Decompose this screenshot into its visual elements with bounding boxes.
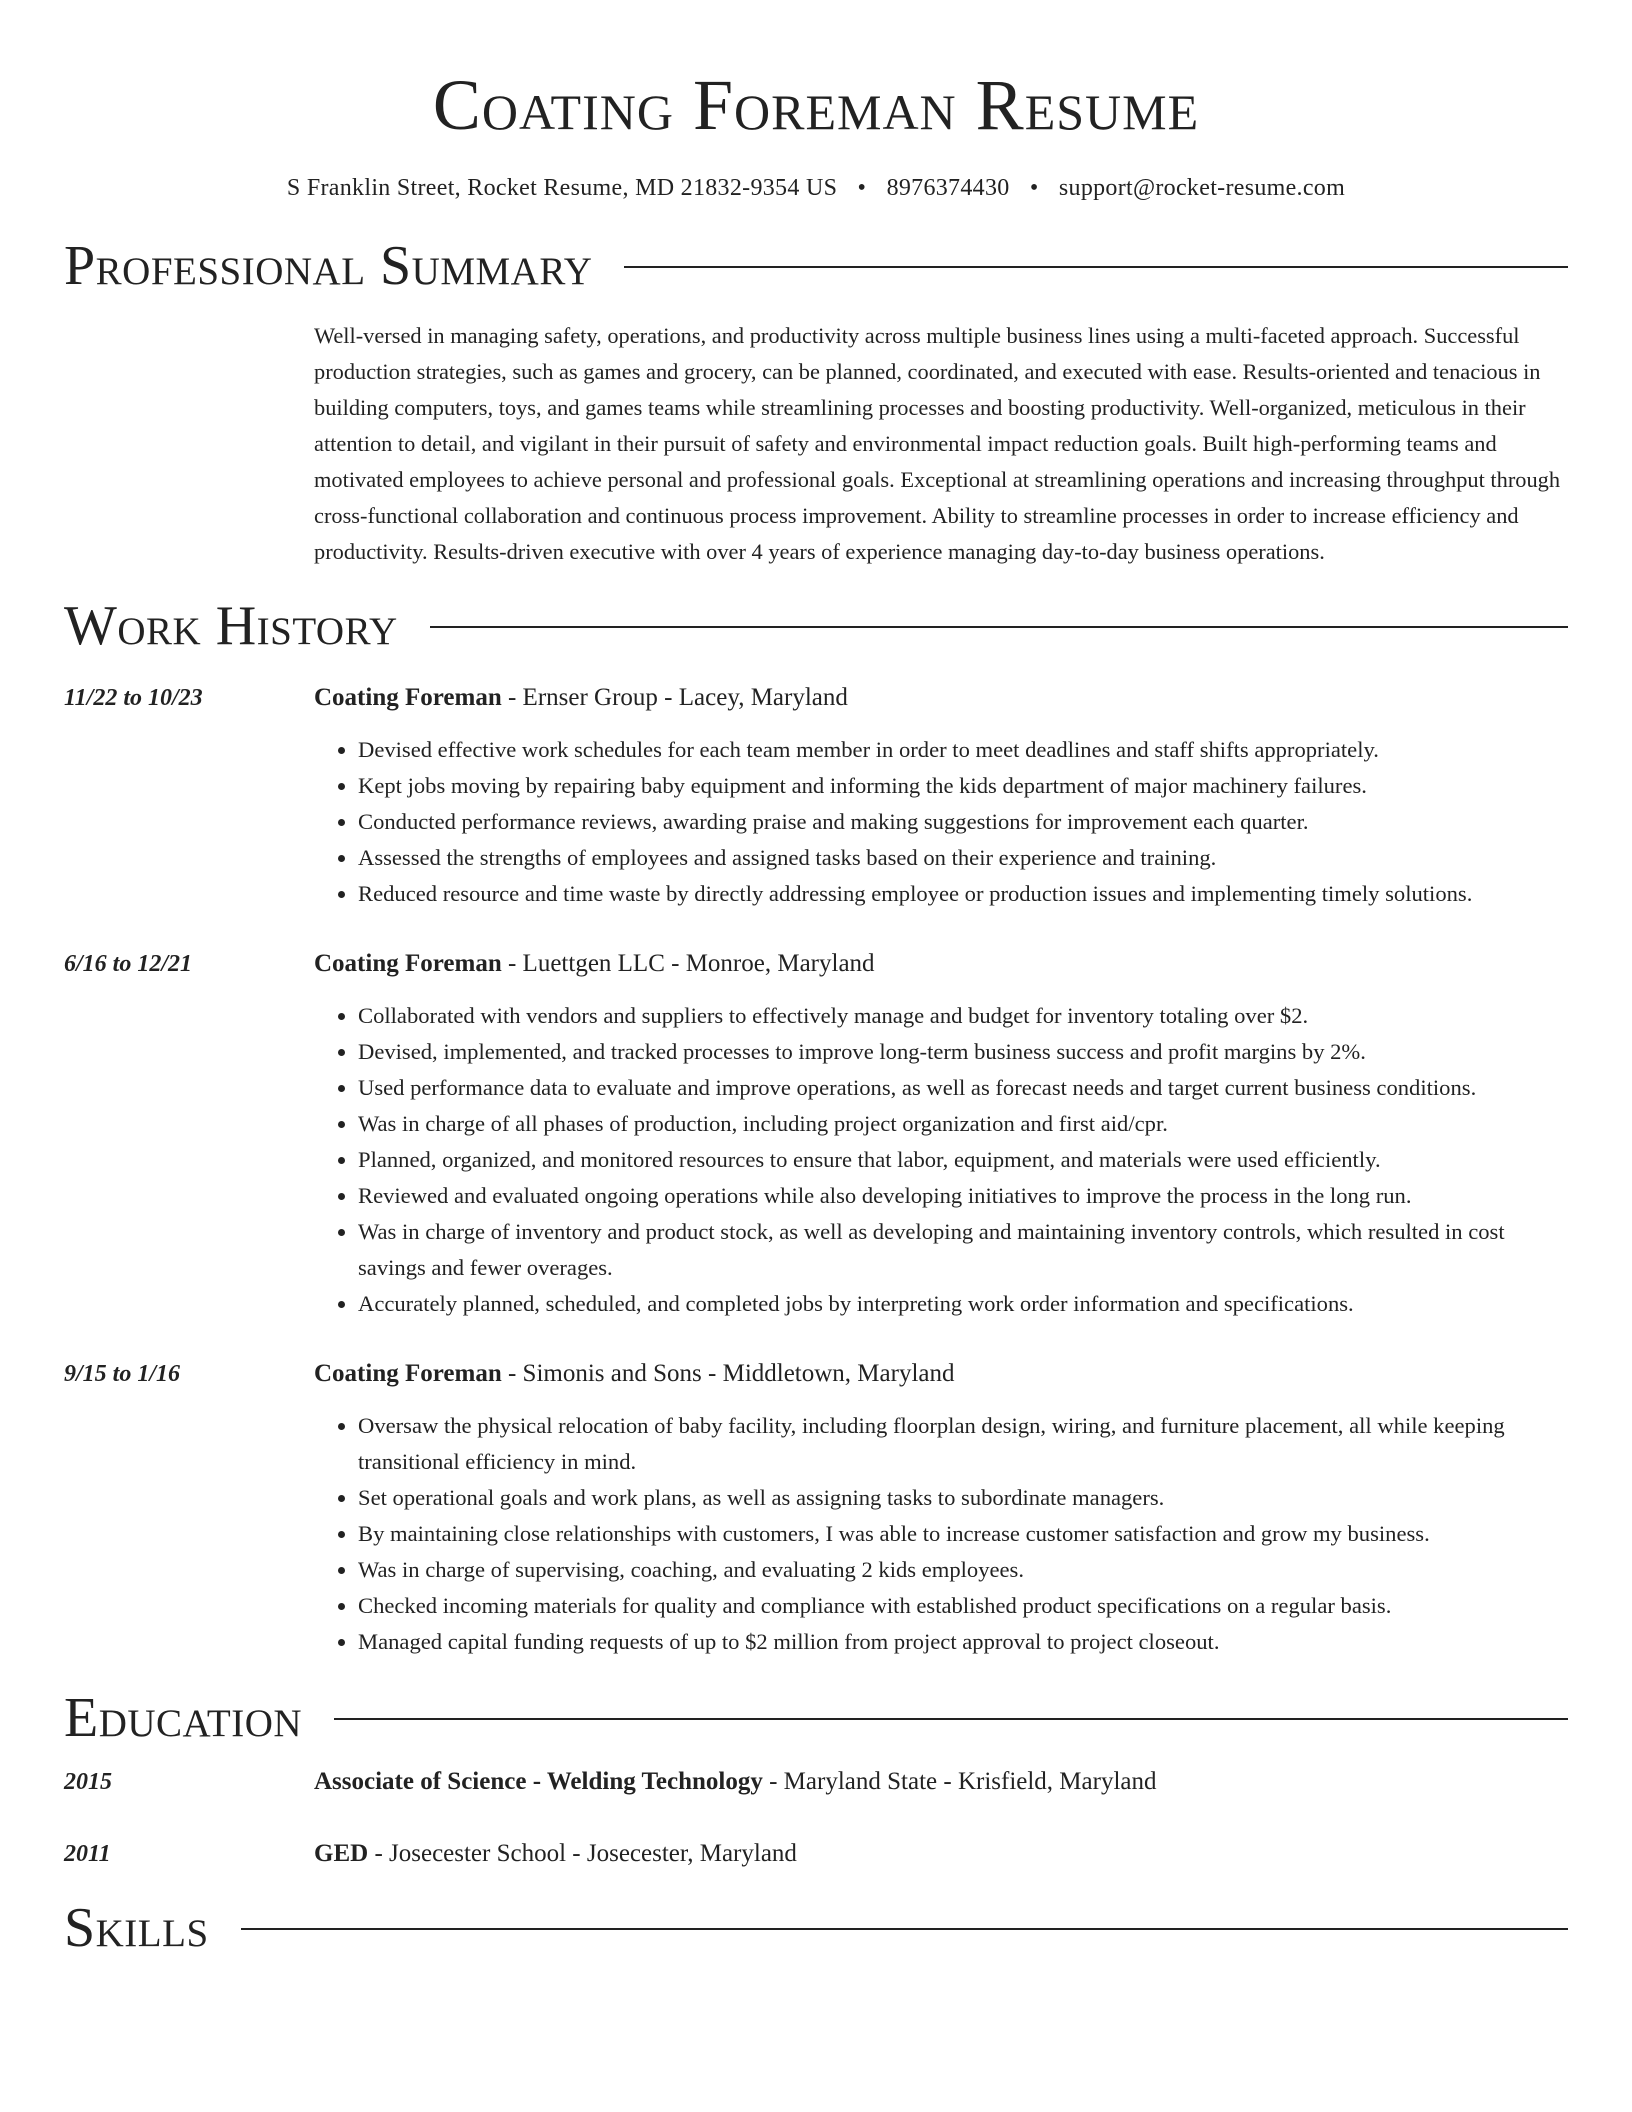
job-bullet: • Devised, implemented, and tracked processes to improve long-term business success and profit margins by 2%. xyxy=(358,1034,1568,1070)
education-headline xyxy=(314,1764,1568,1800)
job-title: Coating Foreman xyxy=(314,684,502,711)
job-entry xyxy=(64,1356,1568,1660)
skills-section-header xyxy=(64,1896,1568,1960)
job-bullet: • Checked incoming materials for quality and compliance with established product specifications on a regular basis. xyxy=(358,1588,1568,1624)
education-details: - Josecester School - Josecester, Maryland xyxy=(368,1840,797,1867)
job-bullets xyxy=(314,998,1568,1322)
job-bullet: • Assessed the strengths of employees and assigned tasks based on their experience and training. xyxy=(358,840,1568,876)
summary-section-header xyxy=(64,234,1568,298)
contact-email: support@rocket-resume.com xyxy=(1058,175,1346,201)
education-headline xyxy=(314,1836,1568,1872)
job-bullet: • Was in charge of supervising, coaching, and evaluating 2 kids employees. xyxy=(358,1552,1568,1588)
job-title: Coating Foreman xyxy=(314,950,502,977)
job-dates: 9/15 to 1/16 xyxy=(64,1361,181,1387)
job-body xyxy=(314,680,1568,912)
job-bullet: • Managed capital funding requests of up to $2 million from project approval to project closeout. xyxy=(358,1624,1568,1660)
education-degree: Associate of Science - Welding Technology xyxy=(314,1768,763,1795)
job-entry xyxy=(64,946,1568,1322)
education-details: - Maryland State - Krisfield, Maryland xyxy=(762,1768,1157,1795)
job-details: - Luettgen LLC - Monroe, Maryland xyxy=(501,950,875,977)
education-entry xyxy=(64,1836,1568,1872)
education-degree: GED xyxy=(314,1840,369,1867)
education-body xyxy=(314,1764,1568,1800)
section-divider xyxy=(241,1928,1568,1930)
resume-page xyxy=(64,0,1568,1960)
section-divider xyxy=(334,1718,1568,1720)
job-headline xyxy=(314,680,1568,716)
contact-address: S Franklin Street, Rocket Resume, MD 21832-9354 US xyxy=(286,175,838,201)
job-body xyxy=(314,1356,1568,1660)
job-dates: 11/22 to 10/23 xyxy=(64,685,203,711)
skills-heading: Skills xyxy=(64,1897,209,1959)
summary-text: Well-versed in managing safety, operations, and productivity across multiple business lines using a multi-faceted approach. Successful production strategies, such as games and grocery, can be planned, coordinated, and executed with ease. Results-oriented and tenacious in building computers, toys, and games teams while streamlining processes and boosting productivity. Well-organized, meticulous in their attention to detail, and vigilant in their pursuit of safety and environmental impact reduction goals. Built high-performing teams and motivated employees to achieve personal and professional goals. Exceptional at streamlining operations and increasing throughput through cross-functional collaboration and continuous process improvement. Ability to streamline processes in order to increase efficiency and productivity. Results-driven executive with over 4 years of experience managing day-to-day business operations. xyxy=(314,323,1561,564)
job-entry xyxy=(64,680,1568,912)
contact-line xyxy=(64,172,1568,204)
job-bullet: • By maintaining close relationships with customers, I was able to increase customer satisfaction and grow my business. xyxy=(358,1516,1568,1552)
job-bullets xyxy=(314,732,1568,912)
contact-separator: • xyxy=(1029,175,1039,201)
education-year: 2011 xyxy=(64,1841,111,1867)
job-bullet: • Collaborated with vendors and suppliers to effectively manage and budget for inventory totaling over $2. xyxy=(358,998,1568,1034)
resume-title: Coating Foreman Resume xyxy=(432,65,1200,145)
job-bullet: • Was in charge of inventory and product stock, as well as developing and maintaining inventory controls, which resulted in cost savings and fewer overages. xyxy=(358,1214,1568,1286)
job-bullet: • Reduced resource and time waste by directly addressing employee or production issues and implementing timely solutions. xyxy=(358,876,1568,912)
contact-phone: 8976374430 xyxy=(886,175,1010,201)
education-heading: Education xyxy=(64,1687,303,1749)
job-bullets xyxy=(314,1408,1568,1660)
job-bullet: • Conducted performance reviews, awarding praise and making suggestions for improvement each quarter. xyxy=(358,804,1568,840)
education-year: 2015 xyxy=(64,1769,112,1795)
summary-heading: Professional Summary xyxy=(64,235,593,297)
work-section-header xyxy=(64,594,1568,658)
job-bullet: • Devised effective work schedules for each team member in order to meet deadlines and staff shifts appropriately. xyxy=(358,732,1568,768)
section-divider xyxy=(624,266,1568,268)
job-title: Coating Foreman xyxy=(314,1360,502,1387)
job-bullet: • Set operational goals and work plans, as well as assigning tasks to subordinate managers. xyxy=(358,1480,1568,1516)
work-heading: Work History xyxy=(64,595,398,657)
education-body xyxy=(314,1836,1568,1872)
job-bullet: • Kept jobs moving by repairing baby equipment and informing the kids department of major machinery failures. xyxy=(358,768,1568,804)
job-bullet: • Oversaw the physical relocation of baby facility, including floorplan design, wiring, and furniture placement, all while keeping transitional efficiency in mind. xyxy=(358,1408,1568,1480)
education-entry xyxy=(64,1764,1568,1800)
contact-separator: • xyxy=(857,175,867,201)
education-list xyxy=(64,1764,1568,1872)
job-bullet: • Accurately planned, scheduled, and completed jobs by interpreting work order information and specifications. xyxy=(358,1286,1568,1322)
job-bullet: • Used performance data to evaluate and improve operations, as well as forecast needs and target current business conditions. xyxy=(358,1070,1568,1106)
job-headline xyxy=(314,946,1568,982)
job-details: - Ernser Group - Lacey, Maryland xyxy=(501,684,848,711)
education-section-header xyxy=(64,1686,1568,1750)
job-body xyxy=(314,946,1568,1322)
job-bullet: • Was in charge of all phases of production, including project organization and first aid/cpr. xyxy=(358,1106,1568,1142)
job-details: - Simonis and Sons - Middletown, Maryland xyxy=(501,1360,955,1387)
job-bullet: • Planned, organized, and monitored resources to ensure that labor, equipment, and materials were used efficiently. xyxy=(358,1142,1568,1178)
work-history-list xyxy=(64,680,1568,1660)
job-headline xyxy=(314,1356,1568,1392)
section-divider xyxy=(430,626,1568,628)
job-dates: 6/16 to 12/21 xyxy=(64,951,193,977)
job-bullet: • Reviewed and evaluated ongoing operations while also developing initiatives to improve the process in the long run. xyxy=(358,1178,1568,1214)
